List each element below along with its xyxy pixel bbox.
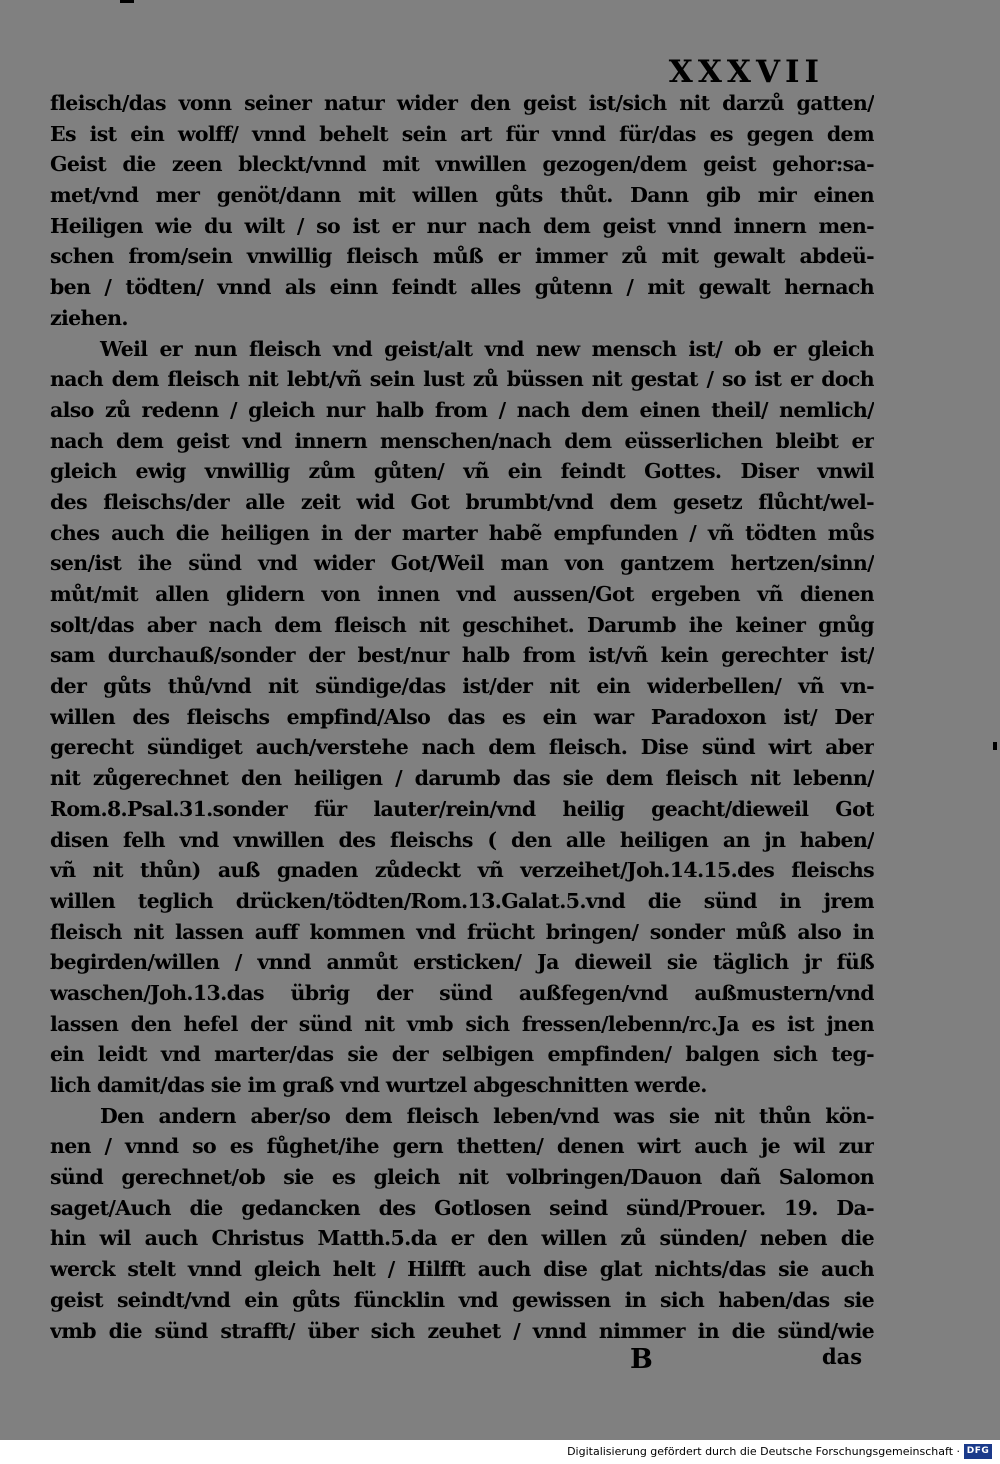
text-line: begirden/willen / vnnd anmůt ersticken/ Ja dieweil sie täglich jr füß — [50, 950, 874, 975]
text-line: disen felh vnd vnwillen des fleischs ( den alle heiligen an jn haben/ — [50, 827, 874, 852]
text-line: lassen den hefel der sünd nit vmb sich fressen/lebenn/rc.Ja es ist jnen — [50, 1011, 874, 1036]
text-line: sam durchauß/sonder der best/nur halb from ist/vñ kein gerechter ist/ — [50, 643, 874, 668]
text-line: nach dem geist vnd innern menschen/nach dem eüsserlichen bleibt er — [50, 428, 874, 453]
text-line: nach dem fleisch nit lebt/vñ sein lust zů büssen nit gestat / so ist er doch — [50, 367, 874, 392]
text-line: geist seindt/vnd ein gůts füncklin vnd gewissen in sich haben/das sie — [50, 1287, 874, 1312]
text-line: lich damit/das sie im graß vnd wurtzel abgeschnitten werde. — [50, 1073, 707, 1097]
catchword: das — [822, 1344, 863, 1369]
footer-bar — [0, 1440, 1000, 1464]
text-line: sünd gerechnet/ob sie es gleich nit volbringen/Dauon dañ Salomon — [50, 1165, 874, 1190]
signature-mark: B — [630, 1344, 653, 1375]
text-line: Weil er nun fleisch vnd geist/alt vnd new mensch ist/ ob er gleich — [100, 336, 874, 361]
text-line: willen des fleischs empfind/Also das es ein war Paradoxon ist/ Der — [50, 704, 874, 729]
folio-number: XXXVII — [668, 54, 824, 90]
dfg-logo-icon: DFG — [964, 1444, 992, 1459]
text-line: nen / vnnd so es fůghet/ihe gern thetten/ denen wirt auch je wil zur — [50, 1134, 874, 1159]
text-line: fleisch/das vonn seiner natur wider den geist ist/sich nit darzů gatten/ — [50, 91, 874, 115]
text-line: Heiligen wie du wilt / so ist er nur nach dem geist vnnd innern men- — [50, 213, 874, 238]
text-line: willen teglich drücken/tödten/Rom.13.Galat.5.vnd die sünd in jrem — [50, 888, 874, 913]
text-line: ziehen. — [50, 305, 128, 330]
text-line: Es ist ein wolff/ vnnd behelt sein art für vnnd für/das es gegen dem — [50, 121, 874, 146]
text-line: můt/mit allen glidern von innen vnd aussen/Got ergeben vñ dienen — [50, 582, 874, 606]
text-line: des fleischs/der alle zeit wid Got brumbt/vnd dem gesetz flůcht/wel- — [50, 489, 874, 514]
text-line: gleich ewig vnwillig zům gůten/ vñ ein feindt Gottes. Diser vnwil — [50, 459, 874, 484]
digitization-credit: Digitalisierung gefördert durch die Deutsche Forschungsgemeinschaft · — [567, 1445, 960, 1458]
text-line: schen from/sein vnwillig fleisch můß er immer zů mit gewalt abdeü- — [50, 244, 874, 269]
text-line: waschen/Joh.13.das übrig der sünd außfegen/vnd außmustern/vnd — [50, 980, 874, 1005]
text-line: met/vnd mer genöt/dann mit willen gůts thůt. Dann gib mir einen — [50, 183, 874, 208]
text-line: der gůts thů/vnd nit sündige/das ist/der nit ein widerbellen/ vñ vn- — [50, 674, 874, 699]
text-line: sen/ist ihe sünd vnd wider Got/Weil man von gantzem hertzen/sinn/ — [50, 551, 874, 576]
edge-mark — [120, 0, 134, 3]
text-line: ches auch die heiligen in der marter habẽ empfunden / vñ tödten můs — [50, 520, 874, 545]
text-line: vñ nit thůn) auß gnaden zůdeckt vñ verzeihet/Joh.14.15.des fleischs — [50, 858, 874, 883]
text-line: ben / tödten/ vnnd als einn feindt alles gůtenn / mit gewalt hernach — [50, 275, 874, 300]
edge-mark — [993, 742, 997, 750]
text-line: Geist die zeen bleckt/vnnd mit vnwillen gezogen/dem geist gehor:sa- — [50, 152, 874, 177]
text-line: nit zůgerechnet den heiligen / darumb das sie dem fleisch nit lebenn/ — [50, 766, 874, 791]
body-text — [50, 88, 874, 1346]
text-line: hin wil auch Christus Matth.5.da er den willen zů sünden/ neben die — [50, 1226, 874, 1251]
text-line: solt/das aber nach dem fleisch nit geschihet. Darumb ihe keiner gnůg — [50, 612, 874, 637]
text-line: also zů redenn / gleich nur halb from / nach dem einen theil/ nemlich/ — [50, 397, 874, 422]
text-line: Rom.8.Psal.31.sonder für lauter/rein/vnd heilig geacht/dieweil Got — [50, 796, 874, 821]
text-line: gerecht sündiget auch/verstehe nach dem fleisch. Dise sünd wirt aber — [50, 735, 874, 760]
text-line: vmb die sünd strafft/ über sich zeuhet / vnnd nimmer in die sünd/wie — [50, 1318, 874, 1343]
text-line: ein leidt vnd marter/das sie der selbigen empfinden/ balgen sich teg- — [50, 1042, 874, 1067]
text-line: saget/Auch die gedancken des Gotlosen seind sünd/Prouer. 19. Da- — [50, 1195, 874, 1220]
text-line: Den andern aber/so dem fleisch leben/vnd was sie nit thůn kön- — [100, 1103, 874, 1128]
text-line: fleisch nit lassen auff kommen vnd frücht bringen/ sonder můß also in — [50, 919, 874, 944]
text-line: werck stelt vnnd gleich helt / Hilfft auch dise glat nichts/das sie auch — [50, 1257, 874, 1282]
